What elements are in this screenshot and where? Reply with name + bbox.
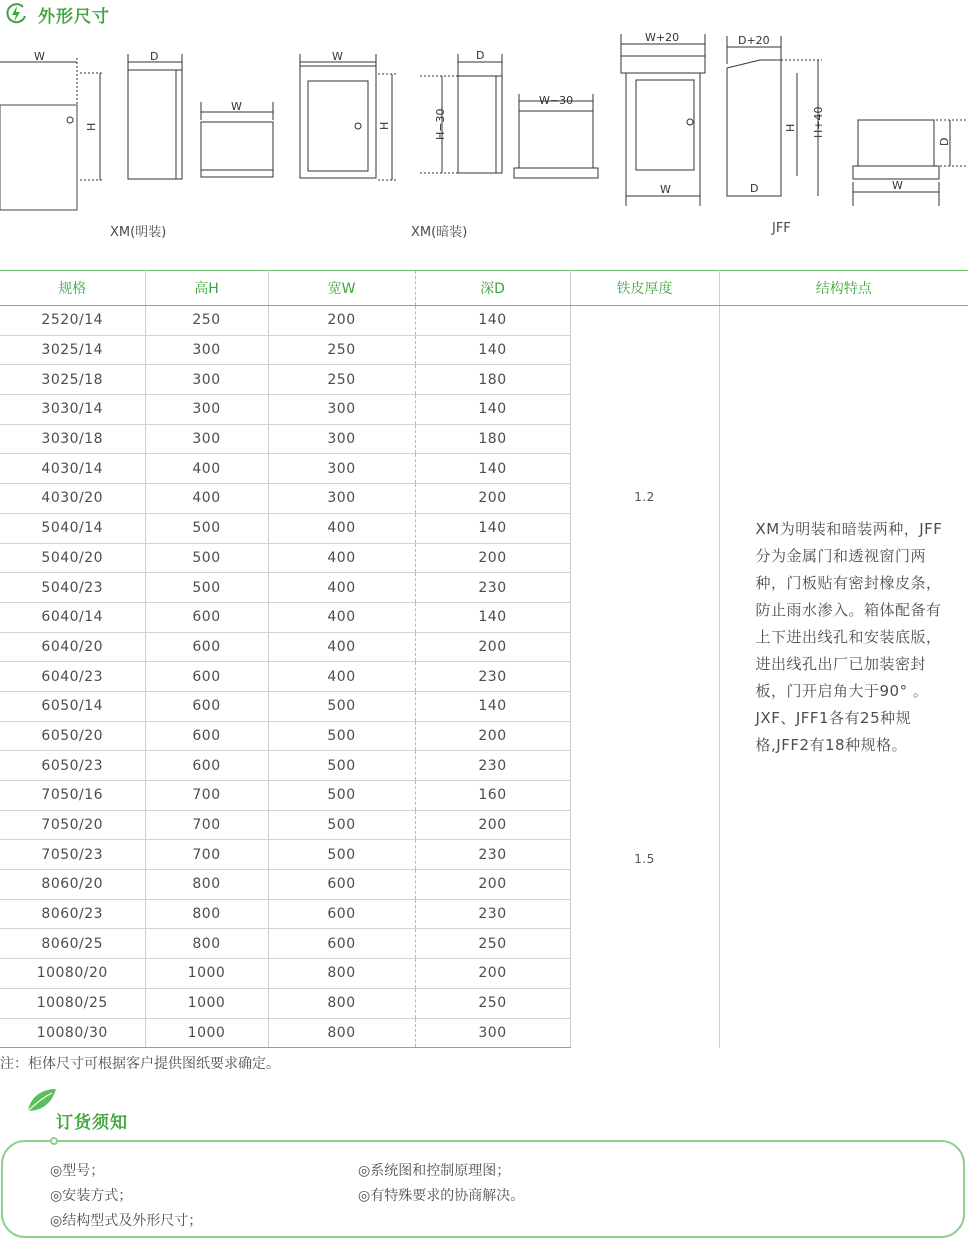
drawing-canvas: [0, 24, 968, 214]
cell-spec: 3030/14: [0, 395, 145, 425]
cell-depth: 200: [415, 543, 570, 573]
cell-width: 800: [268, 988, 415, 1018]
cell-depth: 230: [415, 751, 570, 781]
cell-spec: 7050/20: [0, 810, 145, 840]
xm-surface-side: [128, 50, 182, 179]
cell-width: 400: [268, 632, 415, 662]
gauge-cell: [570, 306, 719, 1048]
cell-width: 300: [268, 484, 415, 514]
dim-w-label-3: W: [332, 50, 343, 63]
order-item-special: ◎有特殊要求的协商解决。: [358, 1188, 525, 1204]
cell-depth: 200: [415, 721, 570, 751]
gauge-value-bottom: 1.5: [634, 852, 655, 866]
cell-height: 1000: [145, 1018, 268, 1048]
cell-spec: 5040/14: [0, 513, 145, 543]
cell-width: 250: [268, 335, 415, 365]
cell-height: 500: [145, 513, 268, 543]
header-height: 高H: [145, 271, 268, 306]
cell-width: 500: [268, 781, 415, 811]
cell-spec: 5040/23: [0, 573, 145, 603]
cell-spec: 2520/14: [0, 306, 145, 336]
dimension-drawings: [0, 24, 968, 246]
cell-spec: 6040/14: [0, 602, 145, 632]
table-body: [0, 306, 968, 1048]
cell-spec: 5040/20: [0, 543, 145, 573]
order-title-dot: [50, 1137, 58, 1145]
jff-top: [853, 120, 966, 206]
cell-depth: 140: [415, 602, 570, 632]
cell-height: 600: [145, 662, 268, 692]
dim-h-label-jff: H: [784, 123, 797, 132]
cell-width: 400: [268, 513, 415, 543]
cell-width: 400: [268, 602, 415, 632]
cell-height: 250: [145, 306, 268, 336]
dim-h-label: H: [85, 122, 98, 131]
cell-height: 300: [145, 365, 268, 395]
caption-jff: JFF: [772, 221, 791, 236]
order-item-diagram: ◎系统图和控制原理图；: [358, 1163, 511, 1179]
cell-spec: 6050/23: [0, 751, 145, 781]
cell-width: 300: [268, 424, 415, 454]
cell-width: 800: [268, 959, 415, 989]
cell-width: 600: [268, 929, 415, 959]
cell-width: 500: [268, 840, 415, 870]
cell-width: 200: [268, 306, 415, 336]
cell-depth: 140: [415, 691, 570, 721]
cell-width: 500: [268, 721, 415, 751]
cell-spec: 6040/20: [0, 632, 145, 662]
header-depth: 深D: [415, 271, 570, 306]
cell-spec: 3025/18: [0, 365, 145, 395]
cell-width: 600: [268, 899, 415, 929]
jff-side: [727, 34, 825, 196]
cell-depth: 140: [415, 306, 570, 336]
order-item-mounting: ◎安装方式；: [50, 1188, 133, 1204]
table-row: [0, 306, 968, 336]
header-width: 宽W: [268, 271, 415, 306]
order-item-model: ◎型号；: [50, 1163, 105, 1179]
cell-depth: 230: [415, 573, 570, 603]
dim-w-label-2: W: [231, 100, 242, 113]
cell-width: 500: [268, 810, 415, 840]
cell-height: 400: [145, 454, 268, 484]
cell-height: 300: [145, 395, 268, 425]
cell-spec: 10080/25: [0, 988, 145, 1018]
cell-depth: 250: [415, 929, 570, 959]
cell-spec: 10080/30: [0, 1018, 145, 1048]
cell-width: 300: [268, 454, 415, 484]
header-features: 结构特点: [719, 271, 968, 306]
footnote: 注：柜体尺寸可根据客户提供图纸要求确定。: [0, 1056, 280, 1072]
cell-height: 700: [145, 810, 268, 840]
dim-d-label-3: D: [476, 49, 485, 62]
dim-w-label: W: [34, 50, 45, 63]
cell-height: 300: [145, 424, 268, 454]
cell-spec: 3030/18: [0, 424, 145, 454]
jff-front: [621, 31, 705, 206]
cell-height: 300: [145, 335, 268, 365]
cell-depth: 230: [415, 662, 570, 692]
cell-height: 600: [145, 691, 268, 721]
cell-depth: 230: [415, 899, 570, 929]
order-title: 订货须知: [56, 1113, 128, 1133]
cell-spec: 6050/20: [0, 721, 145, 751]
cell-depth: 140: [415, 513, 570, 543]
caption-xm-surface: XM(明装): [110, 225, 167, 240]
gauge-value-top: 1.2: [634, 490, 655, 504]
cell-spec: 7050/23: [0, 840, 145, 870]
cell-width: 300: [268, 395, 415, 425]
cell-width: 500: [268, 751, 415, 781]
cell-depth: 160: [415, 781, 570, 811]
dim-w20-label: W+20: [645, 31, 680, 44]
cell-height: 800: [145, 899, 268, 929]
cell-width: 400: [268, 662, 415, 692]
cell-spec: 6040/23: [0, 662, 145, 692]
cell-height: 800: [145, 929, 268, 959]
cell-depth: 140: [415, 335, 570, 365]
dim-d-label: D: [150, 50, 159, 63]
cell-depth: 230: [415, 840, 570, 870]
dim-d20-label: D+20: [738, 34, 770, 47]
table-header-row: [0, 271, 968, 306]
dim-w-label-jff-top: W: [892, 179, 903, 192]
cell-depth: 180: [415, 365, 570, 395]
cell-spec: 8060/20: [0, 870, 145, 900]
cell-height: 800: [145, 870, 268, 900]
order-item-structure: ◎结构型式及外形尺寸；: [50, 1213, 203, 1229]
cell-spec: 8060/25: [0, 929, 145, 959]
cell-depth: 200: [415, 484, 570, 514]
cell-spec: 7050/16: [0, 781, 145, 811]
spec-table: [0, 270, 968, 1048]
cell-spec: 4030/20: [0, 484, 145, 514]
cell-depth: 250: [415, 988, 570, 1018]
xm-flush-side: [420, 49, 502, 173]
cell-height: 600: [145, 721, 268, 751]
cell-depth: 180: [415, 424, 570, 454]
cell-depth: 200: [415, 632, 570, 662]
xm-flush-top: [514, 94, 598, 178]
dim-d-label-jff: D: [750, 182, 759, 195]
dim-w-label-jff: W: [660, 183, 671, 196]
cell-height: 1000: [145, 988, 268, 1018]
cell-depth: 140: [415, 395, 570, 425]
cell-width: 400: [268, 573, 415, 603]
header-gauge: 铁皮厚度: [570, 271, 719, 306]
cell-height: 700: [145, 781, 268, 811]
dim-h40-label: H+40: [812, 106, 825, 138]
cell-height: 1000: [145, 959, 268, 989]
xm-surface-top: [201, 100, 273, 177]
cell-width: 500: [268, 691, 415, 721]
cell-spec: 8060/23: [0, 899, 145, 929]
cell-depth: 200: [415, 810, 570, 840]
features-cell: [719, 306, 968, 1048]
cell-spec: 4030/14: [0, 454, 145, 484]
cell-height: 600: [145, 751, 268, 781]
cell-height: 500: [145, 543, 268, 573]
cell-depth: 140: [415, 454, 570, 484]
caption-xm-flush: XM(暗装): [411, 225, 468, 240]
lightning-icon: [4, 2, 28, 26]
cell-width: 800: [268, 1018, 415, 1048]
cell-width: 250: [268, 365, 415, 395]
xm-surface-front: [0, 50, 104, 210]
dim-w30-label: W−30: [539, 94, 574, 107]
cell-depth: 300: [415, 1018, 570, 1048]
cell-spec: 3025/14: [0, 335, 145, 365]
cell-width: 600: [268, 870, 415, 900]
dim-h-label-3: H: [378, 121, 391, 130]
cell-height: 500: [145, 573, 268, 603]
section-title: 外形尺寸: [38, 6, 110, 27]
xm-flush-front: [300, 50, 396, 180]
cell-height: 600: [145, 602, 268, 632]
cell-height: 600: [145, 632, 268, 662]
cell-depth: 200: [415, 959, 570, 989]
cell-depth: 200: [415, 870, 570, 900]
cell-height: 400: [145, 484, 268, 514]
cell-spec: 6050/14: [0, 691, 145, 721]
dim-h30-label: H−30: [434, 108, 447, 140]
cell-spec: 10080/20: [0, 959, 145, 989]
features-text: XM为明装和暗装两种，JFF分为金属门和透视窗门两种，门板贴有密封橡皮条，防止雨水渗入。箱体配备有上下进出线孔和安装底版，进出线孔出厂已加装密封板，门开启角大于90° 。JXF、JFF1各有25种规格,JFF2有18种规格。: [755, 520, 943, 754]
cell-height: 700: [145, 840, 268, 870]
header-spec: 规格: [0, 271, 145, 306]
dim-d-label-jff-top: D: [938, 137, 951, 146]
cell-width: 400: [268, 543, 415, 573]
